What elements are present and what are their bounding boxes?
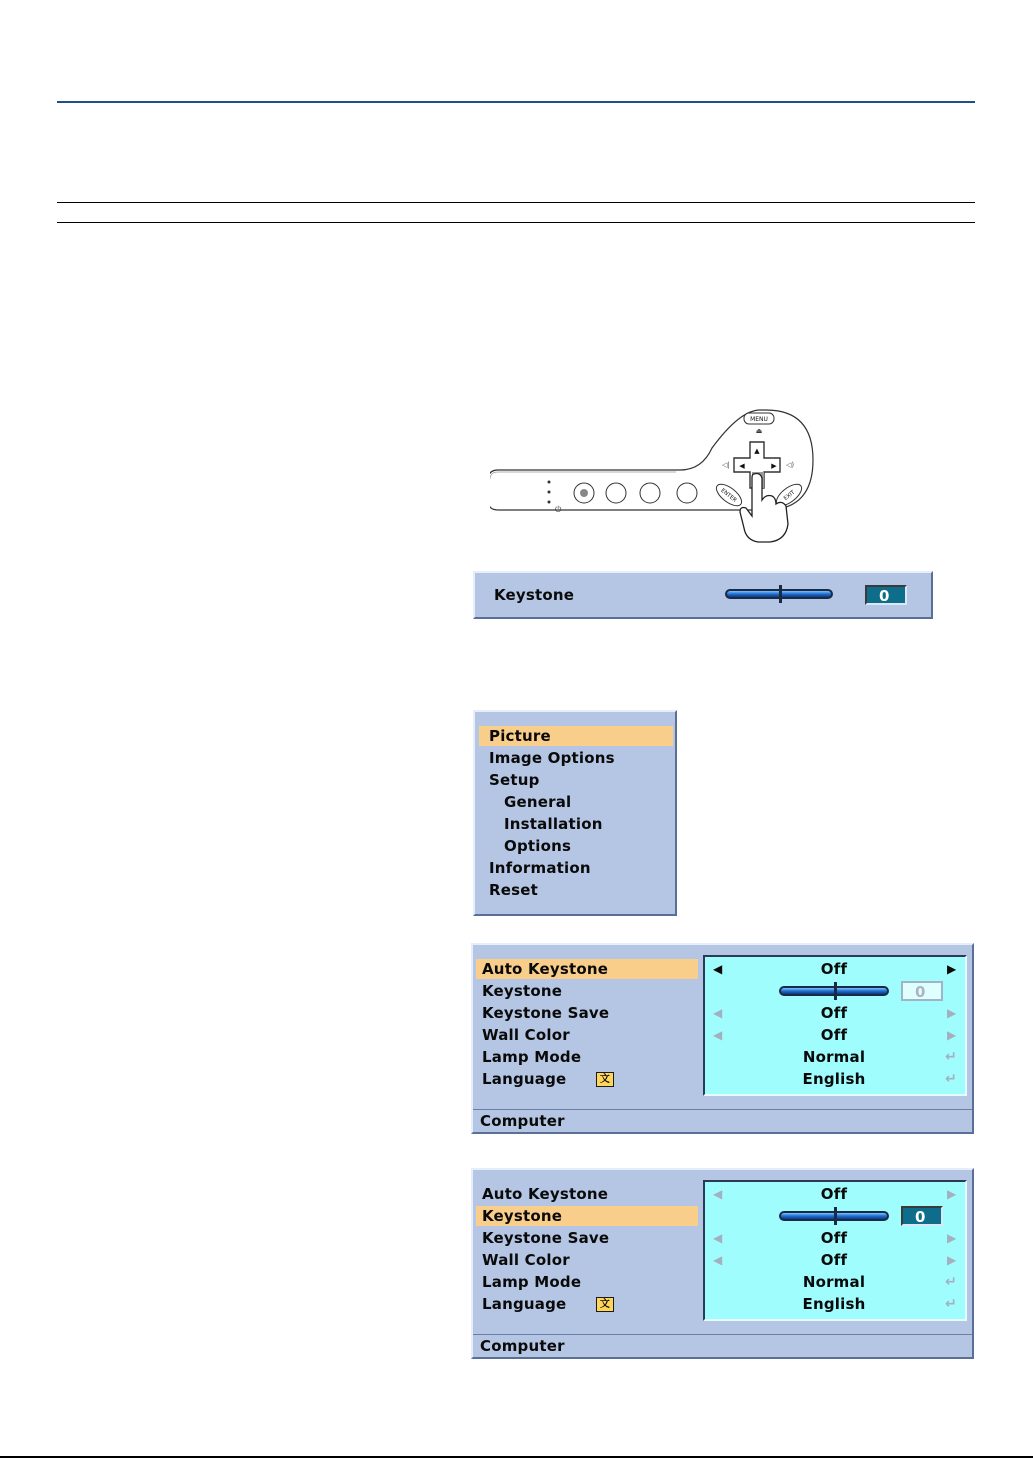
panel1-item-lamp-mode[interactable]: Lamp Mode: [482, 1048, 582, 1066]
return-icon: ↵: [945, 1049, 957, 1065]
panel1-value-lamp-mode[interactable]: [705, 1046, 965, 1068]
panel2-language-value: English: [802, 1295, 866, 1313]
svg-text:⏏: ⏏: [755, 427, 763, 435]
panel1-value-area: [703, 955, 967, 1096]
header-rule: [57, 101, 975, 103]
panel2-footer-source: Computer: [480, 1337, 565, 1355]
keystone-bar-label: Keystone: [494, 586, 575, 604]
left-arrow-icon[interactable]: ◀: [713, 1006, 723, 1020]
panel1-lamp-mode-value: Normal: [802, 1048, 866, 1066]
return-icon: ↵: [945, 1071, 957, 1087]
panel1-footer-source: Computer: [480, 1112, 565, 1130]
menu-item-information[interactable]: Information: [489, 859, 591, 877]
panel2-item-keystone[interactable]: Keystone: [476, 1206, 698, 1226]
remote-exit-label: EXIT: [782, 489, 797, 502]
keystone-slider[interactable]: [725, 589, 833, 599]
left-arrow-icon[interactable]: ◀: [713, 1253, 723, 1267]
panel2-auto-keystone-value: Off: [820, 1185, 848, 1203]
panel1-wall-color-value: Off: [820, 1026, 848, 1044]
panel1-item-wall-color[interactable]: Wall Color: [482, 1026, 570, 1044]
left-arrow-icon[interactable]: ◀: [713, 962, 723, 976]
menu-item-installation[interactable]: Installation: [504, 815, 603, 833]
svg-text:▶: ▶: [771, 462, 777, 470]
installation-panel-keystone: [471, 1168, 974, 1359]
right-arrow-icon[interactable]: ▶: [947, 962, 957, 976]
right-arrow-icon[interactable]: ▶: [947, 1187, 957, 1201]
section-rule-bottom: [57, 222, 975, 223]
panel1-value-keystone[interactable]: [705, 980, 965, 1002]
remote-button-3: [677, 483, 697, 503]
remote-menu-label: MENU: [750, 416, 768, 423]
panel2-item-keystone-save[interactable]: Keystone Save: [482, 1229, 610, 1247]
panel1-value-language[interactable]: [705, 1068, 965, 1090]
panel2-keystone-save-value: Off: [820, 1229, 848, 1247]
panel2-lamp-mode-value: Normal: [802, 1273, 866, 1291]
panel1-auto-keystone-value: Off: [820, 960, 848, 978]
right-arrow-icon[interactable]: ▶: [947, 1006, 957, 1020]
keystone-value-box: 0: [865, 585, 907, 605]
menu-item-setup[interactable]: Setup: [489, 771, 540, 789]
panel2-item-auto-keystone[interactable]: Auto Keystone: [482, 1185, 609, 1203]
panel2-keystone-slider[interactable]: [779, 1211, 889, 1221]
panel1-item-keystone-save[interactable]: Keystone Save: [482, 1004, 610, 1022]
menu-item-general[interactable]: General: [504, 793, 572, 811]
svg-text:▲: ▲: [754, 447, 760, 455]
panel1-value-keystone-save[interactable]: [705, 1002, 965, 1024]
footer-rule: [0, 1456, 1033, 1458]
panel1-item-language[interactable]: [476, 1069, 698, 1089]
menu-item-reset[interactable]: Reset: [489, 881, 538, 899]
remote-button-2: [640, 483, 660, 503]
svg-text:⏻: ⏻: [555, 505, 562, 514]
section-rule-top: [57, 202, 975, 203]
panel2-value-lamp-mode[interactable]: [705, 1271, 965, 1293]
panel2-value-keystone[interactable]: [705, 1205, 965, 1227]
panel2-item-language[interactable]: [476, 1294, 698, 1314]
panel2-value-language[interactable]: [705, 1293, 965, 1315]
main-menu: [473, 710, 677, 916]
left-arrow-icon[interactable]: ◀: [713, 1231, 723, 1245]
panel1-value-wall-color[interactable]: [705, 1024, 965, 1046]
right-arrow-icon[interactable]: ▶: [947, 1028, 957, 1042]
right-arrow-icon[interactable]: ▶: [947, 1253, 957, 1267]
panel2-item-lamp-mode[interactable]: Lamp Mode: [482, 1273, 582, 1291]
right-arrow-icon[interactable]: ▶: [947, 1231, 957, 1245]
panel2-value-auto-keystone[interactable]: [705, 1183, 965, 1205]
panel2-keystone-slider-thumb[interactable]: [834, 1207, 837, 1225]
language-icon: 文: [596, 1072, 614, 1087]
panel1-keystone-slider-thumb[interactable]: [834, 982, 837, 1000]
remote-control-illustration: [490, 408, 830, 548]
panel2-value-area: [703, 1180, 967, 1321]
panel2-value-keystone-save[interactable]: [705, 1227, 965, 1249]
panel2-item-language-label: Language: [482, 1295, 567, 1313]
panel2-wall-color-value: Off: [820, 1251, 848, 1269]
svg-text:◀: ◀: [739, 462, 745, 470]
panel1-value-auto-keystone[interactable]: [705, 958, 965, 980]
svg-text:◁|: ◁|: [722, 461, 730, 469]
panel2-keystone-value: 0: [901, 1206, 943, 1226]
menu-item-options[interactable]: Options: [504, 837, 572, 855]
installation-panel-auto-keystone: [471, 943, 974, 1134]
remote-button-1: [606, 483, 626, 503]
panel1-keystone-slider[interactable]: [779, 986, 889, 996]
return-icon: ↵: [945, 1296, 957, 1312]
keystone-adjust-bar: [473, 571, 933, 619]
panel1-item-language-label: Language: [482, 1070, 567, 1088]
panel1-keystone-save-value: Off: [820, 1004, 848, 1022]
panel1-divider: [473, 1109, 972, 1110]
svg-text:◁): ◁): [786, 461, 795, 469]
panel2-divider: [473, 1334, 972, 1335]
panel2-value-wall-color[interactable]: [705, 1249, 965, 1271]
menu-item-picture[interactable]: Picture: [479, 726, 673, 746]
panel2-item-wall-color[interactable]: Wall Color: [482, 1251, 570, 1269]
remote-led-2: [548, 491, 551, 494]
left-arrow-icon[interactable]: ◀: [713, 1028, 723, 1042]
panel1-language-value: English: [802, 1070, 866, 1088]
remote-led-3: [548, 501, 551, 504]
panel1-keystone-value: 0: [901, 981, 943, 1001]
language-icon: 文: [596, 1297, 614, 1312]
return-icon: ↵: [945, 1274, 957, 1290]
keystone-slider-thumb[interactable]: [779, 585, 782, 603]
panel1-item-auto-keystone[interactable]: Auto Keystone: [476, 959, 698, 979]
menu-item-image-options[interactable]: Image Options: [489, 749, 615, 767]
remote-led-1: [548, 481, 551, 484]
remote-enter-label: ENTER: [719, 487, 738, 504]
left-arrow-icon[interactable]: ◀: [713, 1187, 723, 1201]
panel1-item-keystone[interactable]: Keystone: [482, 982, 563, 1000]
